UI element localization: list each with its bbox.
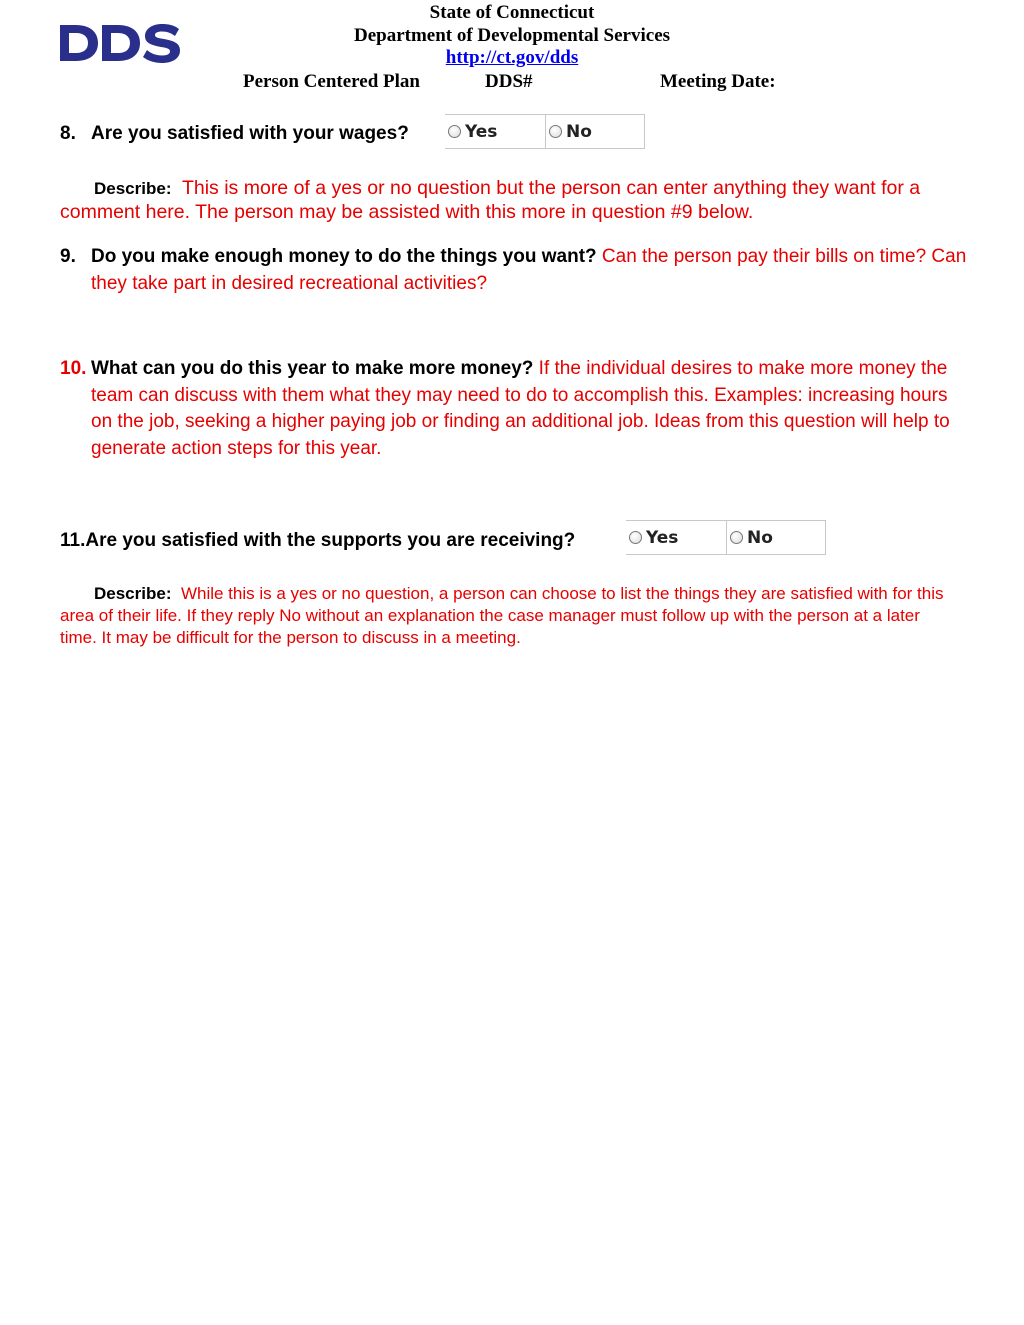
radio-label-no: No bbox=[566, 122, 592, 142]
radio-label-yes: Yes bbox=[646, 528, 679, 548]
describe-label: Describe: bbox=[94, 584, 172, 603]
q11-no-radio[interactable] bbox=[726, 520, 826, 555]
describe-text: This is more of a yes or no question but the person can enter anything they want for a comment here. The person may be assisted with this more in question #9 below. bbox=[60, 177, 921, 223]
question-11 bbox=[60, 528, 575, 554]
meeting-date-label: Meeting Date: bbox=[660, 71, 776, 92]
question-guidance: If the individual desires to make more money the team can discuss with them what they may need to do to accomplish this. Examples: increasing hours on the job, seeking a higher paying job or finding an additional job. Ideas from this question will help to generate action steps for this year. bbox=[91, 358, 950, 459]
question-10-number: 10. bbox=[60, 358, 87, 379]
radio-label-yes: Yes bbox=[465, 122, 498, 142]
question-9-number: 9. bbox=[60, 246, 76, 267]
question-guidance: Can the person pay their bills on time? Can they take part in desired recreational activities? bbox=[91, 246, 967, 294]
question-text: What can you do this year to make more money? bbox=[91, 358, 534, 379]
question-10 bbox=[91, 356, 971, 462]
question-text: Are you satisfied with your wages? bbox=[91, 123, 409, 144]
website-link[interactable]: http://ct.gov/dds bbox=[445, 47, 579, 68]
state-title: State of Connecticut bbox=[429, 2, 595, 23]
q8-describe bbox=[60, 177, 960, 224]
question-number: 11. bbox=[60, 530, 86, 551]
describe-label: Describe: bbox=[94, 179, 172, 198]
radio-button-icon bbox=[730, 531, 743, 544]
question-9 bbox=[91, 244, 971, 297]
q11-radio-group bbox=[626, 520, 826, 557]
question-number: 8. bbox=[60, 123, 76, 144]
question-text: Do you make enough money to do the things you want? bbox=[91, 246, 597, 267]
question-text: Are you satisfied with the supports you are receiving? bbox=[85, 530, 576, 551]
plan-label: Person Centered Plan bbox=[243, 71, 420, 92]
q8-radio-group bbox=[445, 114, 645, 151]
department-title: Department of Developmental Services bbox=[353, 25, 671, 46]
radio-button-icon bbox=[549, 125, 562, 138]
radio-button-icon bbox=[629, 531, 642, 544]
dds-number-label: DDS# bbox=[485, 71, 533, 92]
q8-no-radio[interactable] bbox=[545, 114, 645, 149]
describe-text: While this is a yes or no question, a person can choose to list the things they are satisfied with for this area of their life. If they reply No without an explanation the case manager must follow up with the person at a later time. It may be difficult for the person to discuss in a meeting. bbox=[60, 584, 944, 647]
question-8 bbox=[60, 121, 409, 147]
radio-label-no: No bbox=[747, 528, 773, 548]
q11-describe bbox=[60, 583, 960, 649]
radio-button-icon bbox=[448, 125, 461, 138]
q11-yes-radio[interactable] bbox=[626, 520, 726, 555]
q8-yes-radio[interactable] bbox=[445, 114, 545, 149]
